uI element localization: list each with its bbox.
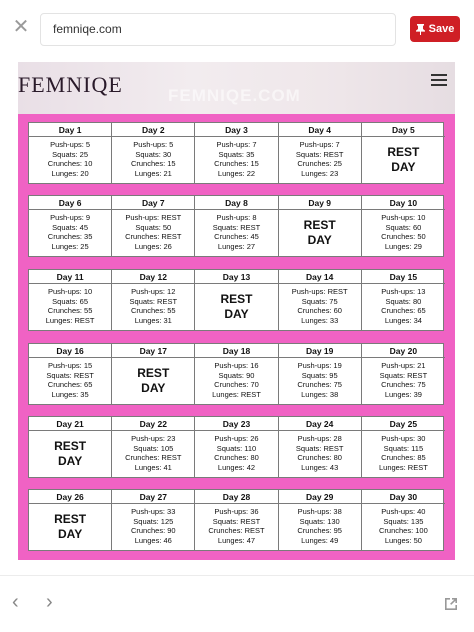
day-cell (279, 417, 362, 477)
exercise-line: Squats: 75 (301, 296, 338, 306)
exercise-line: Push-ups: 36 (214, 507, 259, 516)
day-cell (279, 270, 362, 330)
week-row (28, 195, 444, 257)
day-label: Day 18 (195, 344, 277, 358)
exercise-line: Squats: 25 (52, 149, 89, 159)
day-label: Day 2 (112, 123, 194, 137)
exercise-line: Squats: 125 (133, 516, 174, 526)
exercise-line: Lunges: 33 (301, 315, 339, 325)
exercise-line: Squats: 110 (216, 443, 257, 453)
exercise-list (112, 432, 194, 477)
day-label: Day 9 (279, 196, 361, 210)
exercise-line: Crunches: 10 (47, 159, 93, 168)
exercise-line: Lunges: 22 (217, 168, 256, 178)
day-cell (112, 490, 195, 550)
day-cell (362, 344, 445, 404)
pin-image[interactable] (18, 62, 455, 560)
exercise-line: Squats: 90 (218, 370, 255, 380)
exercise-line: Lunges: 27 (217, 241, 256, 251)
exercise-line: Lunges: 43 (301, 462, 339, 472)
day-label: Day 3 (195, 123, 277, 137)
exercise-line: Squats: REST (295, 149, 344, 159)
exercise-line: Push-ups: 21 (381, 361, 426, 370)
exercise-line: Crunches: 55 (130, 306, 176, 315)
exercise-line: Squats: 45 (52, 222, 89, 232)
exercise-line: Crunches: 85 (381, 453, 426, 462)
exercise-list (29, 211, 111, 256)
day-label: Day 17 (112, 344, 194, 358)
day-label: Day 19 (279, 344, 361, 358)
day-label: Day 6 (29, 196, 111, 210)
exercise-list (195, 505, 277, 550)
exercise-line: Push-ups: 40 (381, 507, 426, 516)
day-cell (29, 490, 112, 550)
exercise-line: Crunches: 15 (214, 159, 259, 168)
day-cell (112, 123, 195, 183)
exercise-line: Push-ups: 13 (381, 287, 426, 296)
pin-header (18, 62, 455, 114)
close-icon[interactable]: ✕ (12, 16, 30, 38)
exercise-list (112, 138, 194, 183)
exercise-line: Lunges: 39 (384, 389, 422, 399)
rest-day-label: REST DAY (54, 439, 87, 468)
day-label: Day 29 (279, 490, 361, 504)
save-button-label: Save (428, 23, 455, 35)
exercise-line: Push-ups: 5 (50, 140, 91, 149)
exercise-line: Crunches: 50 (381, 232, 426, 241)
exercise-line: Push-ups: 10 (381, 213, 426, 222)
exercise-line: Push-ups: 26 (214, 434, 259, 443)
exercise-line: Squats: REST (379, 370, 428, 380)
exercise-list (29, 138, 111, 183)
day-label: Day 15 (362, 270, 445, 284)
exercise-line: Crunches: REST (125, 453, 182, 462)
day-cell (29, 344, 112, 404)
day-label: Day 28 (195, 490, 277, 504)
day-label: Day 25 (362, 417, 445, 431)
exercise-line: Push-ups: 30 (381, 434, 426, 443)
exercise-line: Squats: 50 (135, 222, 172, 232)
exercise-line: Lunges: 21 (134, 168, 172, 178)
exercise-list (279, 432, 361, 477)
exercise-list (362, 211, 445, 256)
day-cell (362, 196, 445, 256)
day-label: Day 11 (29, 270, 111, 284)
exercise-line: Lunges: 42 (217, 462, 256, 472)
exercise-line: Squats: 60 (385, 222, 422, 232)
exercise-line: Push-ups: 16 (214, 361, 259, 370)
chevron-right-icon[interactable]: › (46, 591, 53, 613)
exercise-line: Push-ups: 8 (216, 213, 257, 222)
exercise-line: Push-ups: 38 (297, 507, 342, 516)
exercise-line: Lunges: REST (212, 389, 261, 399)
exercise-line: Push-ups: 5 (133, 140, 174, 149)
exercise-line: Squats: 115 (383, 443, 424, 453)
day-cell (279, 490, 362, 550)
exercise-line: Squats: 135 (383, 516, 424, 526)
day-label: Day 23 (195, 417, 277, 431)
chevron-left-icon[interactable]: ‹ (12, 591, 19, 613)
day-cell (362, 490, 445, 550)
exercise-list (195, 138, 277, 183)
day-cell (112, 417, 195, 477)
exercise-line: Crunches: 60 (297, 306, 342, 315)
day-label: Day 5 (362, 123, 445, 137)
pin-icon (416, 24, 425, 35)
exercise-line: Push-ups: 7 (299, 140, 340, 149)
exercise-line: Lunges: 49 (301, 535, 339, 545)
exercise-line: Crunches: 35 (47, 232, 93, 241)
exercise-list (362, 432, 445, 477)
rest-day-label: REST DAY (303, 218, 336, 247)
day-cell (29, 196, 112, 256)
exercise-line: Crunches: REST (125, 232, 182, 241)
exercise-line: Push-ups: 10 (47, 287, 93, 296)
day-label: Day 4 (279, 123, 361, 137)
day-label: Day 26 (29, 490, 111, 504)
week-row (28, 416, 444, 478)
day-cell (112, 344, 195, 404)
exercise-list (195, 211, 277, 256)
day-label: Day 8 (195, 196, 277, 210)
day-label: Day 24 (279, 417, 361, 431)
day-label: Day 7 (112, 196, 194, 210)
exercise-list (279, 138, 361, 183)
day-label: Day 30 (362, 490, 445, 504)
day-label: Day 16 (29, 344, 111, 358)
exercise-line: Lunges: 25 (51, 241, 89, 251)
day-cell (195, 123, 278, 183)
day-cell (112, 270, 195, 330)
exercise-line: Squats: REST (212, 516, 261, 526)
exercise-line: Push-ups: REST (291, 287, 348, 296)
exercise-list (279, 359, 361, 404)
exercise-line: Squats: 80 (385, 296, 422, 306)
exercise-line: Lunges: 50 (384, 535, 422, 545)
day-cell (362, 123, 445, 183)
day-cell (362, 417, 445, 477)
save-button[interactable] (410, 16, 460, 42)
week-row (28, 269, 444, 331)
exercise-line: Lunges: REST (379, 462, 428, 472)
exercise-line: Squats: REST (46, 370, 94, 380)
day-cell (279, 196, 362, 256)
exercise-line: Lunges: 46 (134, 535, 172, 545)
exercise-list (279, 285, 361, 330)
exercise-line: Lunges: 29 (384, 241, 422, 251)
url-bar[interactable] (40, 13, 396, 46)
exercise-list (112, 285, 194, 330)
exercise-line: Push-ups: 12 (131, 287, 176, 296)
day-cell (195, 270, 278, 330)
day-label: Day 27 (112, 490, 194, 504)
exercise-list (195, 359, 277, 404)
exercise-line: Crunches: 70 (214, 380, 259, 389)
exercise-line: Crunches: 65 (47, 380, 93, 389)
exercise-line: Push-ups: 33 (131, 507, 176, 516)
rest-day-label: REST DAY (387, 145, 420, 174)
watermark: FEMNIQE.COM (168, 86, 301, 105)
day-cell (29, 123, 112, 183)
exercise-line: Squats: 130 (299, 516, 340, 526)
day-cell (279, 123, 362, 183)
exercise-line: Crunches: 45 (214, 232, 259, 241)
menu-icon[interactable] (431, 74, 447, 86)
exercise-list (195, 432, 277, 477)
exercise-line: Push-ups: REST (125, 213, 182, 222)
day-cell (29, 270, 112, 330)
rest-day-label: REST DAY (137, 366, 170, 395)
day-label: Day 10 (362, 196, 445, 210)
exercise-list (112, 505, 194, 550)
browser-bottom-bar (0, 575, 474, 632)
exercise-line: Lunges: 20 (51, 168, 89, 178)
exercise-list (362, 359, 445, 404)
day-label: Day 13 (195, 270, 277, 284)
exercise-line: Lunges: 26 (134, 241, 172, 251)
exercise-line: Push-ups: 28 (297, 434, 342, 443)
exercise-line: Crunches: 15 (130, 159, 176, 168)
week-row (28, 343, 444, 405)
rest-day-label: REST DAY (54, 512, 87, 541)
exercise-line: Squats: 95 (301, 370, 338, 380)
exercise-line: Push-ups: 23 (131, 434, 176, 443)
exercise-line: Lunges: REST (45, 315, 95, 325)
brand-logo: FEMNIQE (18, 72, 123, 97)
day-cell (195, 417, 278, 477)
exercise-line: Crunches: 65 (381, 306, 426, 315)
exercise-line: Lunges: 38 (301, 389, 339, 399)
day-cell (29, 417, 112, 477)
rest-day-label: REST DAY (220, 292, 253, 321)
day-label: Day 14 (279, 270, 361, 284)
exercise-list (112, 211, 194, 256)
exercise-line: Crunches: 80 (214, 453, 259, 462)
exercise-line: Squats: REST (295, 443, 344, 453)
exercise-line: Squats: REST (129, 296, 178, 306)
exercise-line: Lunges: 35 (51, 389, 89, 399)
week-row (28, 489, 444, 551)
day-label: Day 12 (112, 270, 194, 284)
exercise-line: Squats: 65 (52, 296, 89, 306)
exercise-line: Lunges: 23 (301, 168, 339, 178)
workout-calendar (18, 114, 455, 560)
day-label: Day 1 (29, 123, 111, 137)
exercise-line: Squats: 105 (133, 443, 174, 453)
exercise-line: Squats: 30 (135, 149, 172, 159)
exercise-list (362, 285, 445, 330)
exercise-line: Crunches: REST (208, 526, 265, 535)
exercise-line: Crunches: 90 (130, 526, 176, 535)
exercise-line: Lunges: 34 (384, 315, 422, 325)
exercise-list (362, 505, 445, 550)
exercise-line: Squats: 35 (218, 149, 255, 159)
exercise-line: Crunches: 25 (297, 159, 342, 168)
day-label: Day 20 (362, 344, 445, 358)
exercise-line: Lunges: 47 (217, 535, 256, 545)
day-cell (362, 270, 445, 330)
day-cell (195, 490, 278, 550)
exercise-list (279, 505, 361, 550)
day-label: Day 22 (112, 417, 194, 431)
exercise-line: Crunches: 55 (47, 306, 93, 315)
exercise-line: Push-ups: 9 (50, 213, 91, 222)
exercise-line: Crunches: 75 (381, 380, 426, 389)
day-cell (195, 344, 278, 404)
day-label: Day 21 (29, 417, 111, 431)
exercise-line: Crunches: 95 (297, 526, 342, 535)
exercise-line: Lunges: 41 (134, 462, 172, 472)
exercise-line: Lunges: 31 (134, 315, 172, 325)
exercise-line: Crunches: 100 (379, 526, 428, 535)
week-row (28, 122, 444, 184)
day-cell (112, 196, 195, 256)
exercise-line: Crunches: 80 (297, 453, 342, 462)
exercise-line: Push-ups: 7 (216, 140, 257, 149)
browser-top-bar (0, 0, 474, 58)
day-cell (279, 344, 362, 404)
exercise-list (29, 359, 111, 404)
day-cell (195, 196, 278, 256)
exercise-list (29, 285, 111, 330)
exercise-line: Crunches: 75 (297, 380, 342, 389)
url-text: femniqe.com (53, 22, 122, 36)
exercise-line: Push-ups: 19 (297, 361, 342, 370)
exercise-line: Squats: REST (212, 222, 261, 232)
exercise-line: Push-ups: 15 (47, 361, 93, 370)
expand-icon[interactable] (443, 596, 459, 612)
